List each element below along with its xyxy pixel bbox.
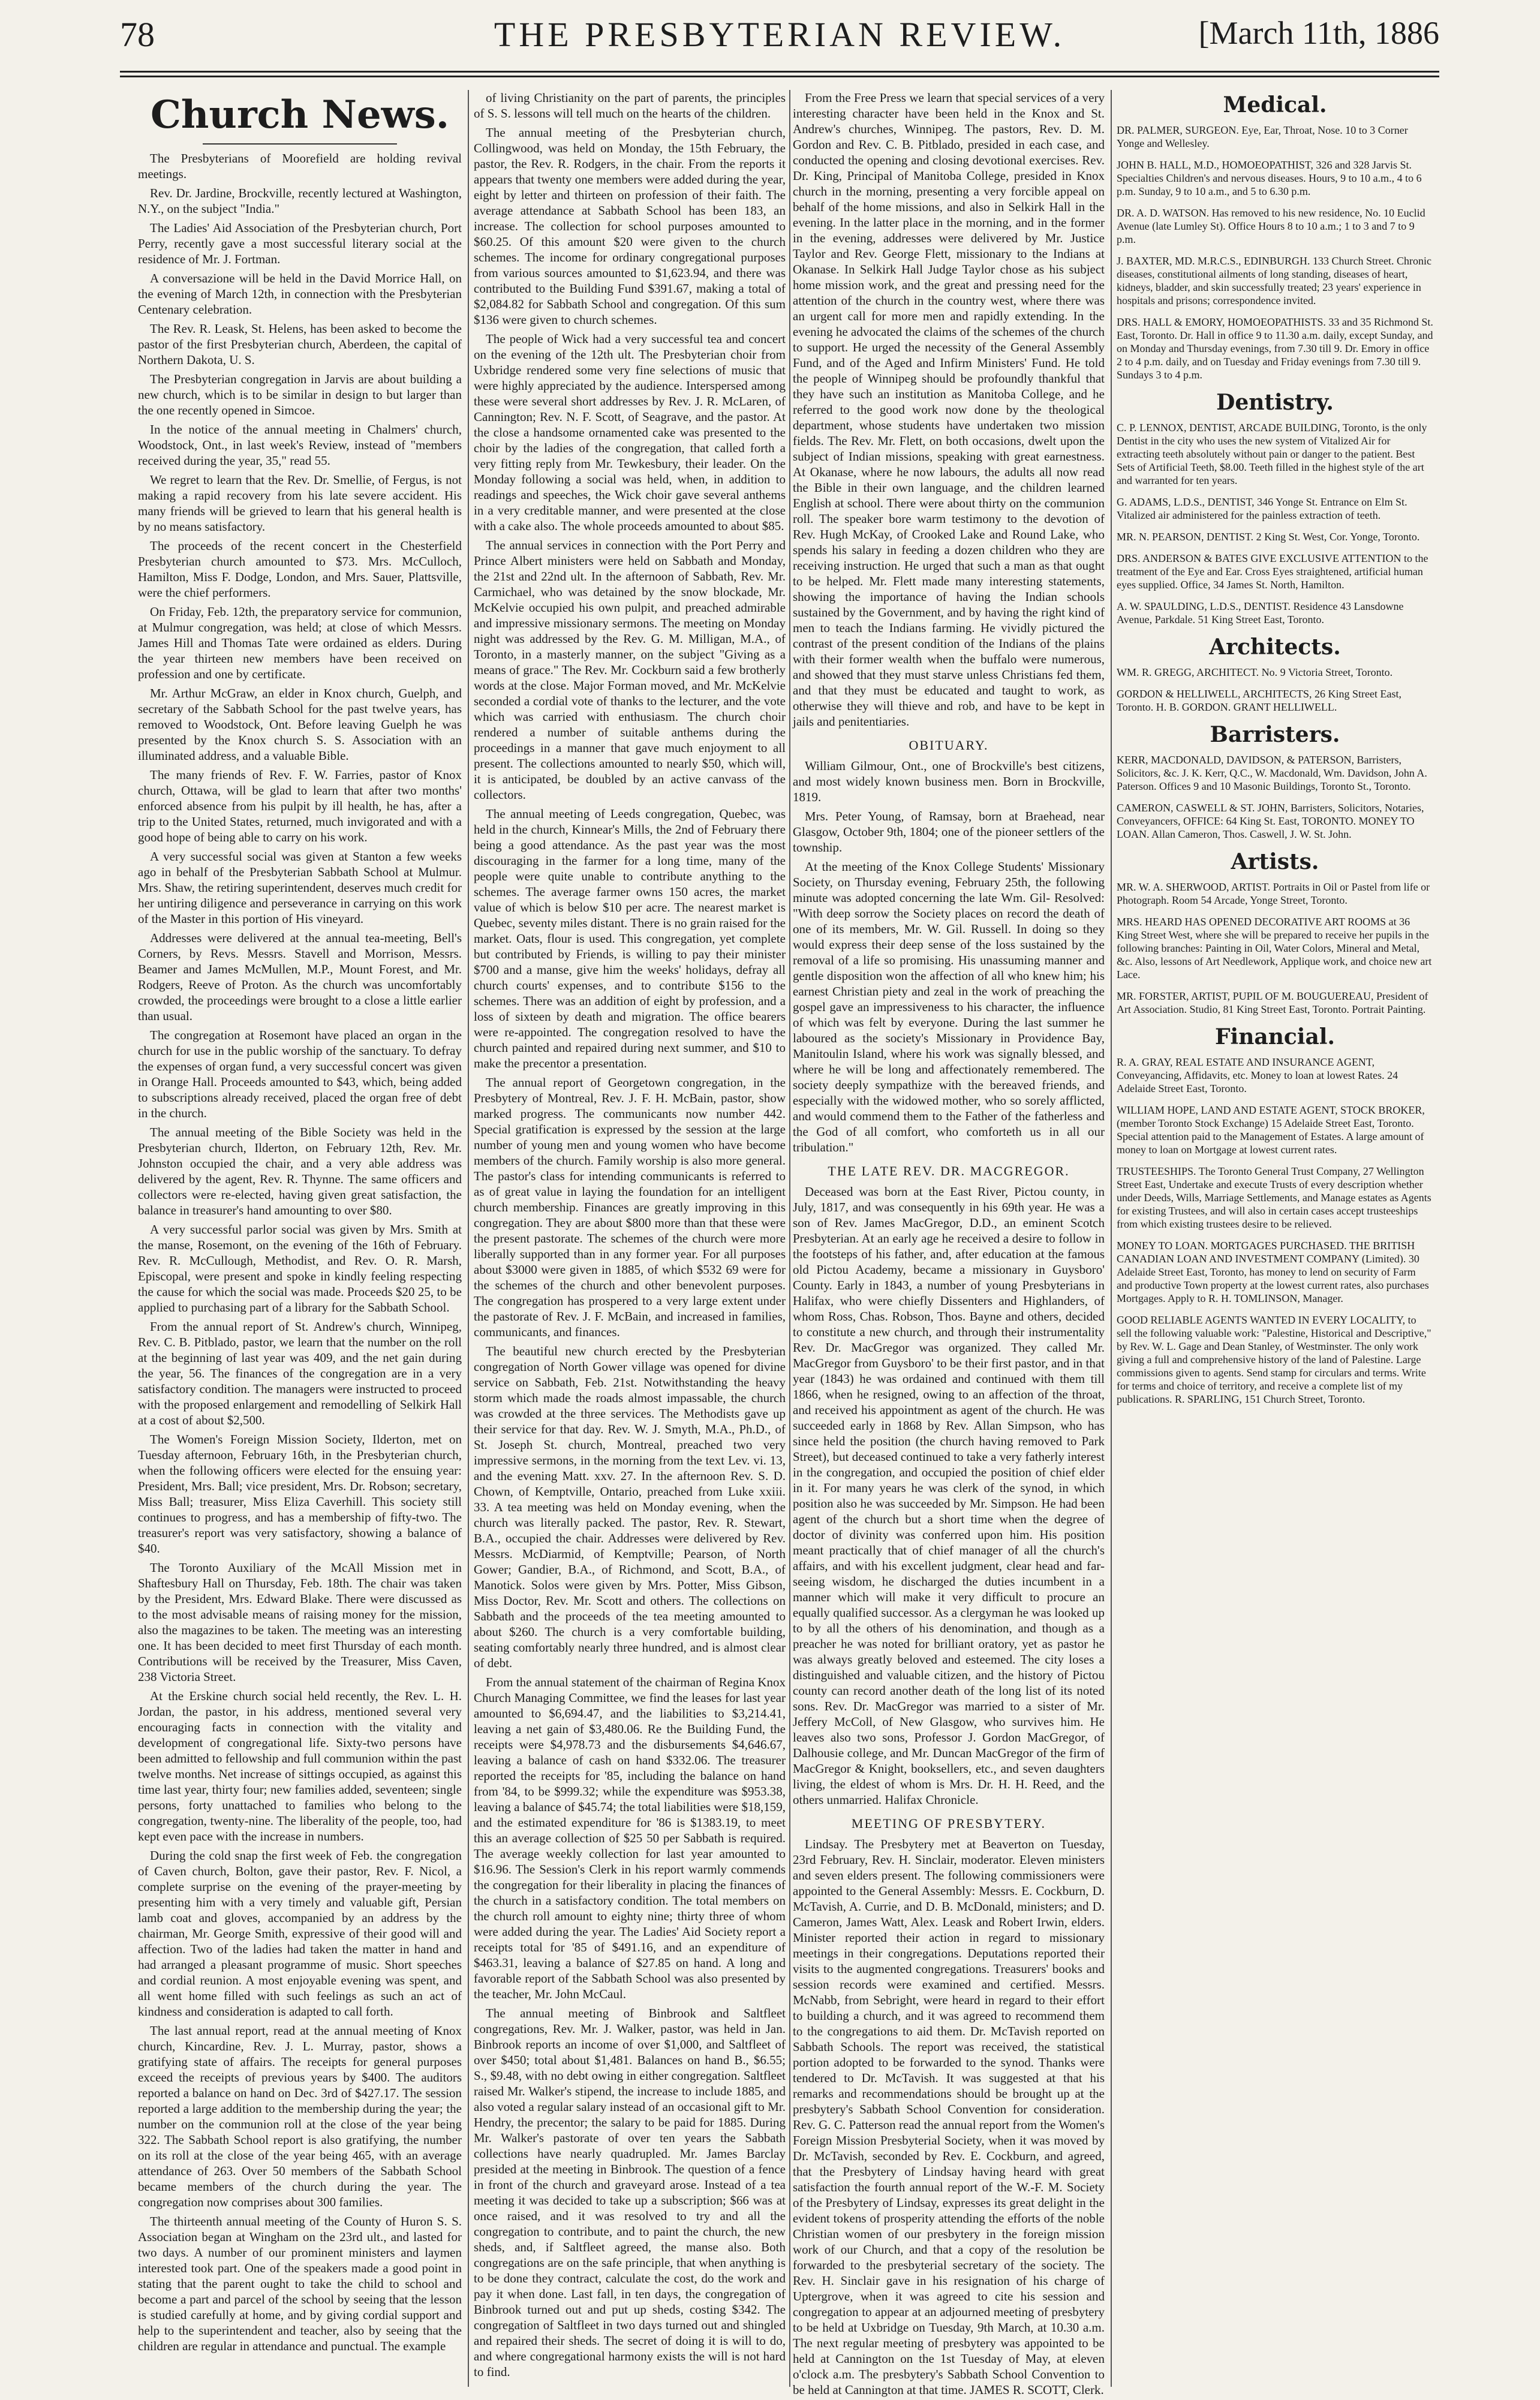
obituary-item: At the meeting of the Knox College Students' Missionary Society, on Thursday evening, February 25th, the following minute was adopted concerning the late Wm. Gil- Resolved: "With deep sorrow the Society places on record the death of one of its members, Mr. W. Gil. Russell. In doing so they would express their deep sense of the loss sustained by the removal of a life so promising. His unassuming manner and gentle disposition won the affection of all who knew him; his earnest Christian piety and zeal in the work of preaching the gospel gave an impressiveness to his character, the influence of which was felt by everyone. During the last summer he laboured as the society's Missionary in Providence Bay, Manitoulin Island, where his work was signally blessed, and where he will be long and affectionately remembered. The society deeply sympathize with the bereaved friends, and especially with the widowed mother, who so sorely afflicted, and would commend them to the Father of the fatherless and the God of all comfort, who comforteth us in all our tribulation."	[793, 859, 1105, 1154]
news-item: The Ladies' Aid Association of the Presbyterian church, Port Perry, recently gave a most successful literary social at the residence of Mr. J. Fortman.	[138, 221, 462, 266]
obituary-article: Deceased was born at the East River, Pictou county, in July, 1817, and was consequently in his 69th year. He was a son of Rev. James MacGregor, D.D., an eminent Scotch Presbyterian. At an early age he received a desire to follow in the footsteps of his father, and, after education at the famous old Pictou Academy, became a missionary in Guysboro' County. Early in 1843, a number of young Presbyterians in Halifax, who were chiefly Dissenters and Highlanders, of whom Ross, Chas. Robson, Thos. Bayne and others, decided to constitute a new church, and through their instrumentality Rev. Dr. MacGregor was organized. They called Mr. MacGregor from Guysboro' to be their first pastor, and in that year (1843) he was ordained and continued with them till 1866, when he resigned, owing to an affection of the throat, and received his appointment as agent of the church. He was succeeded early in 1868 by Rev. Allan Simpson, who has since held the position (the church having removed to Park Street), but deceased continued to take a very fatherly interest in the congregation, and occupied the position of chief elder in it. For many years he was clerk of the synod, in which position also he was succeeded by Mr. Simpson. He had been agent of the church but a short time when the degree of doctor of divinity was conferred upon him. His position meant practically that of chief manager of all the church's affairs, and with his excellent judgment, clear head and far-seeing wisdom, he discharged the duties incumbent in a manner which will make it very difficult to procure an equally qualified successor. As a clergyman he was looked up to by all the others of his denomination, and though as a preacher he was noted for brilliant oratory, yet as pastor he was always greatly beloved and esteemed. The city loses a distinguished and valuable citizen, and the history of Pictou county can record another death of the long list of its noted sons. Rev. Dr. MacGregor was married to a sister of Mr. Jeffery McColl, of New Glasgow, who survives him. He leaves also two sons, Professor J. Gordon MacGregor, of Dalhousie college, and Mr. Duncan MacGregor of the firm of MacGregor & Knight, booksellers, etc., and seven daughters living, the eldest of whom is Mrs. Dr. H. H. Reed, and the others unmarried. Halifax Chronicle.	[793, 1184, 1105, 1807]
news-item: From the annual report of St. Andrew's church, Winnipeg, Rev. C. B. Pitblado, pastor, we learn that the number on the roll at the beginning of last year was 409, and the net gain during the year, 56. The finances of the congregation are in a very satisfactory condition. The managers were instructed to proceed with the proposed enlargement and remodelling of Selkirk Hall at a cost of about $2,500.	[138, 1319, 462, 1427]
obituary-item: Mrs. Peter Young, of Ramsay, born at Braehead, near Glasgow, October 9th, 1804; one of the pioneer settlers of the township.	[793, 809, 1105, 855]
news-item: The annual meeting of Binbrook and Saltfleet congregations, Rev. Mr. J. Walker, pastor, was held in Jan. Binbrook reports an income of over $1,000, and Saltfleet of over $450; total about $1,481. Balances on hand B., $6.55; S., $9.48, with no debt owing in either congregation. Saltfleet raised Mr. Walker's stipend, the increase to include 1885, and also voted a regular salary instead of an occasional gift to Mr. Hendry, the precentor; the salary to be paid for 1885. During Mr. Walker's pastorate of over ten years the Sabbath collections have nearly quadrupled. Mr. James Barclay presided at the meeting in Binbrook. The question of a fence in front of the church and graveyard arose. Instead of a tea meeting it was decided to take up a subscription; $66 was at once raised, and it was resolved to try and all the congregation to contribute, and to paint the church, the new sheds, and, if Saltfleet agreed, the manse also. Both congregations are on the safe principle, that when anything is to be done they contract, calculate the cost, do the work and pay it when done. Last fall, in ten days, the congregation of Binbrook turned out and put up sheds, costing $342. The congregation of Saltfleet in two days turned out and shingled and repaired their sheds. The secret of doing it is will to do, and where congregational harmony exists the will is not hard to find.	[474, 2006, 786, 2379]
header-rule-top	[120, 71, 1439, 73]
column-divider	[789, 90, 790, 2387]
artists-advertisement: MR. W. A. SHERWOOD, ARTIST. Portraits in Oil or Pastel from life or Photograph. Room 54 Arcade, Yonge Street, Toronto.	[1117, 881, 1430, 906]
news-item: The proceeds of the recent concert in the Chesterfield Presbyterian church amounted to $73. Mrs. McCulloch, Hamilton, Miss F. Dodge, London, and Mrs. Sauer, Plattsville, were the chief performers.	[138, 539, 462, 600]
barristers-advertisement: KERR, MACDONALD, DAVIDSON, & PATERSON, Barristers, Solicitors, &c. J. K. Kerr, Q.C., W. Macdonald, Wm. Davidson, John A. Paterson. Offices 9 and 10 Masonic Buildings, Toronto St., Toronto.	[1117, 754, 1427, 792]
church-news-continued	[474, 90, 786, 2380]
financial-ads	[1117, 1055, 1433, 1406]
news-item: of living Christianity on the part of parents, the principles of S. S. lessons will tell much on the hearts of the children.	[474, 91, 786, 121]
column-divider	[1111, 90, 1112, 2387]
architects-advertisement: WM. R. GREGG, ARCHITECT. No. 9 Victoria Street, Toronto.	[1117, 666, 1393, 678]
financial-advertisement: WILLIAM HOPE, LAND AND ESTATE AGENT, STOCK BROKER, (member Toronto Stock Exchange) 15 Adelaide Street East, Toronto. Special attention paid to the Management of Estates. A large amount of money to loan on Mortgage at lowest current rates.	[1117, 1104, 1425, 1156]
obituary-heading: OBITUARY.	[909, 738, 989, 753]
column-2	[474, 90, 786, 2387]
news-item: The annual meeting of Leeds congregation, Quebec, was held in the church, Kinnear's Mills, the 2nd of February there being a good attendance. As the past year was the most discouraging in the farmer for a long time, many of the people were quite unable to contribute anything to the schemes. The average farmer owns 150 acres, the market value of which is below $10 per acre. The nearest market is Quebec, seventy miles distant. There is no grain raised for the market. Oats, flour is used. This congregation, yet complete but contributed by Friends, is willing to pay their minister $700 and a manse, give him the weeks' holidays, defray all church courts' expenses, and to contribute $156 to the schemes. There was an addition of eight by profession, and a loss of sixteen by death and migration. The office bearers were re-appointed. The congregation resolved to have the church painted and repaired during next summer, and $10 to make the precentor a presentation.	[474, 807, 786, 1070]
medical-advertisement: DRS. HALL & EMORY, HOMOEOPATHISTS. 33 and 35 Richmond St. East, Toronto. Dr. Hall in office 9 to 11.30 a.m. daily, except Sunday, and on Monday and Thursday evenings, from 7.30 till 9. Dr. Emory in office 2 to 4 p.m. daily, and on Tuesday and Friday evenings from 7.30 till 9. Sundays 3 to 4 p.m.	[1117, 316, 1433, 381]
news-item: The Rev. R. Leask, St. Helens, has been asked to become the pastor of the first Presbyterian church, Aberdeen, the capital of Northern Dakota, U. S.	[138, 321, 462, 367]
medical-ads	[1117, 124, 1433, 381]
column-1	[138, 90, 462, 2387]
news-item: A very successful social was given at Stanton a few weeks ago in behalf of the Presbyterian Sabbath School at Mulmur. Mrs. Shaw, the retiring superintendent, deserves much credit for her untiring diligence and perseverance in carrying on this work of the Master in this portion of His vineyard.	[138, 849, 462, 926]
news-item: The Presbyterians of Moorefield are holding revival meetings.	[138, 151, 462, 181]
news-item: The Toronto Auxiliary of the McAll Mission met in Shaftesbury Hall on Thursday, Feb. 18th. The chair was taken by the President, Mrs. Edward Blake. There were discussed as to the most advisable means of raising money for the mission, also the magazines to be taken. The meeting was an interesting one. It has been decided to meet first Thursday of each month. Contributions will be received by the Treasurer, Miss Caven, 238 Victoria Street.	[138, 1560, 462, 1684]
dentistry-advertisement: C. P. LENNOX, DENTIST, ARCADE BUILDING, Toronto, is the only Dentist in the city who uses the new system of Vitalized Air for extracting teeth absolutely without pain or danger to the patient. Best Sets of Artificial Teeth, $8.00. Teeth filled in the highest style of the art and warranted for ten years.	[1117, 422, 1427, 486]
news-item: We regret to learn that the Rev. Dr. Smellie, of Fergus, is not making a rapid recovery from his late severe accident. His many friends will be grieved to learn that his general health is by no means satisfactory.	[138, 473, 462, 534]
news-item: A very successful parlor social was given by Mrs. Smith at the manse, Rosemont, on the evening of the 16th of February. Rev. R. McCullough, Methodist, and Rev. O. R. Marsh, Episcopal, were present and spoke in kindly feeling respecting the cause for which the social was made. Proceeds $20 25, to be applied to purchasing part of a library for the Sabbath School.	[138, 1222, 462, 1315]
church-news-heading: Church News.	[150, 92, 450, 137]
barristers-ads	[1117, 753, 1433, 841]
financial-advertisement: R. A. GRAY, REAL ESTATE AND INSURANCE AGENT, Conveyancing, Affidavits, etc. Money to loan at lowest Rates. 24 Adelaide Street East, Toronto.	[1117, 1056, 1398, 1094]
artists-advertisement: MR. FORSTER, ARTIST, PUPIL OF M. BOUGUEREAU, President of Art Association. Studio, 81 King Street East, Toronto. Portrait Painting.	[1117, 990, 1428, 1015]
news-item: The annual meeting of the Bible Society was held in the Presbyterian church, Ilderton, on February 12th, Rev. Mr. Johnston occupied the chair, and a very able address was delivered by the agent, Rev. R. Thynne. The same officers and collectors were re-elected, having given great satisfaction, the balance in treasurer's hand amounting to over $80.	[138, 1125, 462, 1217]
medical-advertisement: J. BAXTER, MD. M.R.C.S., EDINBURGH. 133 Church Street. Chronic diseases, constitutional ailments of long standing, diseases of heart, kidneys, bladder, and skin successfully treated; 23 years' experience in hospitals and prisons; correspondence invited.	[1117, 255, 1431, 306]
architects-advertisement: GORDON & HELLIWELL, ARCHITECTS, 26 King Street East, Toronto. H. B. GORDON. GRANT HELLIWELL.	[1117, 688, 1401, 713]
financial-advertisement: MONEY TO LOAN. MORTGAGES PURCHASED. THE BRITISH CANADIAN LOAN AND INVESTMENT COMPANY (Limited). 30 Adelaide Street East, Toronto, has money to lend on security of Farm and productive Town property at the lowest current rates, also purchases Mortgages. Apply to R. H. TOMLINSON, Manager.	[1117, 1240, 1429, 1304]
architects-ads	[1117, 666, 1433, 714]
issue-date: [March 11th, 1886	[1198, 15, 1439, 51]
news-item: The thirteenth annual meeting of the County of Huron S. S. Association began at Wingham on the 23rd ult., and lasted for two days. A number of our prominent ministers and laymen interested took part. One of the speakers made a good point in stating that the parent ought to take the child to school and become a part and parcel of the school by seeing that the lesson is studied carefully at home, and by giving cordial support and help to the superintendent and teacher, also by seeing that the children are regular in attendance and punctual. The example	[138, 2214, 462, 2353]
header-rule-bottom	[120, 76, 1439, 77]
news-item: The beautiful new church erected by the Presbyterian congregation of North Gower village was opened for divine service on Sabbath, Feb. 21st. Notwithstanding the heavy storm which made the roads almost impassable, the church was crowded at the three services. The Methodists gave up their service for that day. Rev. W. J. Smyth, M.A., Ph.D., of St. Joseph St. church, Montreal, preached two very impressive sermons, in the morning from the text Lev. vi. 13, and the evening Matt. xxv. 27. In the afternoon Rev. S. D. Chown, of Kemptville, Ontario, preached from Luke xxiii. 33. A tea meeting was held on Monday evening, when the church was literally packed. The pastor, Rev. R. Stewart, B.A., occupied the chair. Addresses were delivered by Rev. Messrs. McDiarmid, of Kemptville; Pearson, of North Gower; Gandier, B.A., of Richmond, and Scott, B.A., of Manotick. Solos were given by Mrs. Potter, Miss Gibson, Miss Doctor, Rev. Mr. Scott and others. The collections on Sabbath and the proceeds of the tea meeting amounted to about $260. The church is a very comfortable building, seating comfortably nearly three hundred, and is almost clear of debt.	[474, 1344, 786, 1670]
publication-title: THE PRESBYTERIAN REVIEW.	[494, 15, 1066, 54]
divider	[203, 143, 397, 145]
news-item: From the Free Press we learn that special services of a very interesting character have been held in the Knox and St. Andrew's churches, Winnipeg. The pastors, Rev. D. M. Gordon and Rev. C. B. Pitblado, presided in each case, and conducted the opening and closing devotional exercises. Rev. Dr. King, Principal of Manitoba College, presided in Knox church in the morning, presenting a very forcible appeal on behalf of the home missions, and also in Selkirk Hall in the evening. In the latter place in the morning, and in the former in the evening, addresses were delivered by Mr. Justice Taylor and Rev. George Flett, missionary to the Indians at Okanase. In Selkirk Hall Judge Taylor chose as his subject home mission work, and the great and pressing need for the attention of the church in the country west, where there was an urgent call for more men and rapidly extending. In the evening he advocated the claims of the schemes of the church to support. He urged the necessity of the General Assembly Fund, and of the Aged and Infirm Ministers' Fund. He told the people of Winnipeg should be profoundly thankful that they have such an institution as Manitoba College, and he referred to the good work now done by the theological department, whose students have undertaken two mission fields. The Rev. Mr. Flett, on both occasions, dwelt upon the subject of Indian missions, speaking with great earnestness. At Okanase, where he now labours, the adults all now read the Bible in their own language, and the children learned English at school. There were about thirty on the communion roll. The speaker bore warm testimony to the devotion of Rev. Hugh McKay, of Crooked Lake and Round Lake, who spends his salary in feeding a dozen children who they are receiving instruction. He urged that such a man as that ought to be helped. Mr. Flett made many interesting statements, showing the importance of having the Indian schools sustained by the Government, and by having the right kind of men to teach the Indians farming. He vividly pictured the contrast of the present condition of the Indians of the plains with their former wealth when the buffalo were numerous, and showed that they must starve unless Christians fed them, and that they must be educated and taught to work, as otherwise they will thieve and rob, and have to be kept in jails and penitentiaries.	[793, 91, 1105, 729]
column-3	[793, 90, 1105, 2397]
news-item: The annual services in connection with the Port Perry and Prince Albert ministers were held on Sabbath and Monday, the 21st and 22nd ult. In the afternoon of Sabbath, Rev. Mr. Carmichael, who was detained by the snow blockade, Mr. McKelvie occupied his own pulpit, and preached admirable and impressive missionary sermons. The meeting on Monday night was addressed by the Rev. G. M. Milligan, M.A., of Toronto, in a masterly manner, on the subject "Giving as a means of grace." The Rev. Mr. Cockburn said a few brotherly words at the close. Major Forman moved, and Mr. McKelvie seconded a cordial vote of thanks to the lecturer, and the vote which was carried with enthusiasm. The church choir rendered a number of suitable anthems during the proceedings in a manner that gave much enjoyment to all present. The collections amounted to nearly $50, which will, it is anticipated, be doubled by an active canvass of the collectors.	[474, 538, 786, 802]
news-item: On Friday, Feb. 12th, the preparatory service for communion, at Mulmur congregation, was held; at close of which Messrs. James Hill and Thomas Tate were ordained as elders. During the year thirteen new members have been received on profession and one by certificate.	[138, 604, 462, 681]
medical-advertisement: JOHN B. HALL, M.D., HOMOEOPATHIST, 326 and 328 Jarvis St. Specialties Children's and nervous diseases. Hours, 9 to 10 a.m., 4 to 6 p.m. Sunday, 9 to 10 a.m., and 5 to 6.30 p.m.	[1117, 159, 1422, 197]
news-item: From the annual statement of the chairman of Regina Knox Church Managing Committee, we find the leases for last year amounted to $6,694.47, and the liabilities to $3,214.41, leaving a net gain of $3,480.06. Re the Building Fund, the receipts were $4,978.73 and the disbursements $4,646.67, leaving a balance of cash on hand $332.06. The treasurer reported the receipts for '85, including the balance on hand from '84, to be $999.32; while the expenditure was $953.38, leaving a balance of $45.74; the total liabilities were $18,159, and the estimated expenditure for '86 is $1383.19, to meet this an average collection of $25 50 per Sabbath is required. The average weekly collection for last year amounted to $16.96. The Session's Clerk in his report warmly commends the congregation for their liberality in placing the finances of the church in a satisfactory condition. The total members on the church roll amount to eighty nine; thirty three of whom were added during the year. The Ladies' Aid Society report a receipts total for '85 of $491.16, and an expenditure of $463.31, leaving a balance of $27.85 on hand. A long and favorable report of the Sabbath School was also presented by the teacher, Mr. John McCaul.	[474, 1675, 786, 2001]
news-item: The people of Wick had a very successful tea and concert on the evening of the 12th ult. The Presbyterian choir from Uxbridge rendered some very fine selections of music that were highly appreciated by the audience. Interspersed among these were several short addresses by Rev. J. R. McLaren, of Cannington; Rev. N. F. Scott, of Seagrave, and the pastor. At the close a handsome ornamented cake was presented to the choir by the ladies of the congregation, that called forth a very fitting reply from Mr. Tewkesbury, their leader. On the Monday following a social was held, when, in addition to readings and speeches, the Wick choir gave several anthems in a very creditable manner, and were presented at the close with a cake also. The whole proceeds amounted to about $85.	[474, 332, 786, 533]
financial-advertisement: TRUSTEESHIPS. The Toronto General Trust Company, 27 Wellington Street East, Undertake and execute Trusts of every description whether under Deeds, Wills, Marriage Settlements, and Manage estates as Agents for existing Trustees, and will also in certain cases accept trusteeships from which existing trustees desire to be relieved.	[1117, 1165, 1431, 1230]
dentistry-advertisement: MR. N. PEARSON, DENTIST. 2 King St. West, Cor. Yonge, Toronto.	[1117, 531, 1420, 543]
medical-heading: Medical.	[1223, 92, 1327, 118]
news-item: The many friends of Rev. F. W. Farries, pastor of Knox church, Ottawa, will be glad to learn that after two months' enforced absence from his pulpit by ill health, he has, after a trip to the United States, returned, much invigorated and with a good hope of being able to carry on his work.	[138, 768, 462, 844]
presbytery-report: Lindsay. The Presbytery met at Beaverton on Tuesday, 23rd February, Rev. H. Sinclair, moderator. Eleven ministers and seven elders present. The following commissioners were appointed to the General Assembly: Messrs. E. Cockburn, D. McTavish, A. Currie, and D. B. McDonald, ministers; and D. Cameron, James Watt, Alex. Leask and Robert Irwin, elders. Minister reported their action in regard to missionary meetings in their congregations. Deputations reported their visits to the augmented congregations. Treasurers' books and session records were examined and certified. Messrs. McNabb, from Sebright, were heard in regard to their effort to building a church, and it was agreed to recommend them to the congregations to aid them. Dr. McTavish reported on Sabbath Schools. The report was received, the statistical portion adopted to be forwarded to the synod. Thanks were tendered to Dr. McTavish. It was suggested at that his remarks and recommendations should be brought up at the presbytery's Sabbath School Convention for consideration. Rev. G. C. Patterson read the annual report from the Women's Foreign Mission Presbyterial Society, when it was moved by Dr. McTavish, seconded by Rev. E. Cockburn, and agreed, that the Presbytery of Lindsay having heard with great satisfaction the fourth annual report of the W.-F. M. Society of the Presbytery of Lindsay, expresses its great delight in the evident tokens of prosperity attending the efforts of the noble Christian women of our presbytery in the foreign mission work of our Church, and that a copy of the resolution be forwarded to the presbyterial secretary of the society. The Rev. H. Sinclair gave in his resignation of his charge of Uptergrove, when it was agreed to cite his session and congregation to appear at an adjourned meeting of presbytery to be held at Uxbridge on Tuesday, 9th March, at 10.30 a.m. The next regular meeting of presbytery was appointed to be held at Cannington on the 1st Tuesday of May, at eleven o'clock a.m. The presbytery's Sabbath School Convention to be held at Cannington at that time. JAMES R. SCOTT, Clerk.	[793, 1837, 1105, 2397]
artists-advertisement: MRS. HEARD HAS OPENED DECORATIVE ART ROOMS at 36 King Street West, where she will be prepared to receive her pupils in the following branches: Painting in Oil, Water Colors, Mineral and Metal, &c. Also, lessons of Art Needlework, Applique work, and choice new art Lace.	[1117, 916, 1432, 981]
news-item: The last annual report, read at the annual meeting of Knox church, Kincardine, Rev. J. L. Murray, pastor, shows a gratifying state of affairs. The receipts for general purposes exceed the receipts of previous years by $400. The auditors reported a balance on hand on Dec. 3rd of $427.17. The session reported a large addition to the membership during the year; the number on the communion roll at the close of the year being 322. The Sabbath School report is also gratifying, the number on its roll at the close of the year being 465, with an average attendance of 263. Over 50 members of the Sabbath School became members of the church during the year. The congregation now comprises about 300 families.	[138, 2023, 462, 2209]
dentistry-advertisement: A. W. SPAULDING, L.D.S., DENTIST. Residence 43 Lansdowne Avenue, Parkdale. 51 King Street East, Toronto.	[1117, 600, 1404, 625]
page-number: 78	[120, 15, 155, 54]
news-item: The congregation at Rosemont have placed an organ in the church for use in the public worship of the sanctuary. To defray the expenses of organ fund, a very successful concert was given in Orange Hall. Proceeds amounted to $43, which, being added to subscriptions already received, placed the organ free of debt in the church.	[138, 1028, 462, 1120]
dentistry-advertisement: G. ADAMS, L.D.S., DENTIST, 346 Yonge St. Entrance on Elm St. Vitalized air administered for the painless extraction of teeth.	[1117, 496, 1407, 521]
news-item: The annual meeting of the Presbyterian church, Collingwood, was held on Monday, the 15th February, the pastor, the Rev. R. Rodgers, in the chair. From the reports it appears that twenty one members were added during the year, eight by letter and thirteen on profession of their faith. The average attendance at Sabbath School has been 183, an increase. The collection for school purposes amounted to $60.25. Of this amount $20 were given to the church schemes. The income for ordinary congregational purposes from various sources amounted to $1,623.94, and there was contributed to the Building Fund $391.67, making a total of $2,084.82 for Sabbath School and congregation. Of this sum $136 were given to church schemes.	[474, 125, 786, 327]
news-item: In the notice of the annual meeting in Chalmers' church, Woodstock, Ont., in last week's Review, instead of "members received during the year, 35," read 55.	[138, 422, 462, 468]
meeting-article	[793, 1836, 1105, 2398]
dentistry-heading: Dentistry.	[1216, 390, 1334, 415]
artists-heading: Artists.	[1231, 849, 1319, 874]
medical-advertisement: DR. A. D. WATSON. Has removed to his new residence, No. 10 Euclid Avenue (late Lumley St). Office Hours 8 to 10 a.m.; 1 to 3 and 7 to 9 p.m.	[1117, 207, 1425, 245]
late-rev-article	[793, 1184, 1105, 1807]
obituary-articles	[793, 758, 1105, 1155]
column-divider	[468, 90, 469, 2387]
late-rev-heading: THE LATE REV. DR. MACGREGOR.	[828, 1163, 1070, 1178]
column-4	[1117, 90, 1433, 2387]
barristers-heading: Barristers.	[1210, 722, 1340, 747]
news-item: The annual report of Georgetown congregation, in the Presbytery of Montreal, Rev. J. F. H. McBain, pastor, show marked progress. The communicants now number 442. Special gratification is expressed by the session at the large number of young men and young women who have become members of the church. Family worship is also more general. The pastor's class for intending communicants is referred to as of great value in laying the foundation for an intelligent church membership. Finances are greatly improving in this congregation. They are about $800 more than that these were the present pastorate. The schemes of the church were more liberally supported than in any former year. For all purposes about $3000 were given in 1885, of which $532 69 were for the schemes of the church and other benevolent purposes. The congregation has prospered to a very large extent under the pastorate of Rev. J. F. McBain, and increased in families, communicants, and finances.	[474, 1075, 786, 1339]
news-item: The Women's Foreign Mission Society, Ilderton, met on Tuesday afternoon, February 16th, in the Presbyterian church, when the following officers were elected for the ensuing year: President, Mrs. Ball; vice president, Mrs. Dr. Robson; secretary, Miss Ball; treasurer, Miss Eliza Caverhill. This society still continues to progress, and has a membership of fifty-two. The treasurer's report was very satisfactory, showing a balance of $40.	[138, 1432, 462, 1556]
news-item: Mr. Arthur McGraw, an elder in Knox church, Guelph, and secretary of the Sabbath School for the past twelve years, has removed to Woodstock, Ont. Before leaving Guelph he was presented by the Knox church S. S. Association with an illuminated address, and a valuable Bible.	[138, 686, 462, 763]
news-item: Rev. Dr. Jardine, Brockville, recently lectured at Washington, N.Y., on the subject "India."	[138, 186, 462, 216]
news-item: Addresses were delivered at the annual tea-meeting, Bell's Corners, by Revs. Messrs. Stavell and Morrison, Messrs. Beamer and James McMullen, M.P., Mount Forest, and Mr. Rodgers, Reeve of Proton. As the church was uncomfortably crowded, the proceedings were brought to a close a little earlier than usual.	[138, 931, 462, 1023]
medical-advertisement: DR. PALMER, SURGEON. Eye, Ear, Throat, Nose. 10 to 3 Corner Yonge and Wellesley.	[1117, 124, 1408, 149]
artists-ads	[1117, 880, 1433, 1016]
financial-advertisement: GOOD RELIABLE AGENTS WANTED IN EVERY LOCALITY, to sell the following valuable work: "Palestine, Historical and Descriptive," by Rev. W. L. Gage and Dean Stanley, of Westminster. The only work giving a full and comprehensive history of the land of Palestine. Large commissions given to agents. Send stamp for circulars and terms. Write for terms and choice of territory, and receive a complete list of my publications. R. SPARLING, 151 Church Street, Toronto.	[1117, 1314, 1431, 1405]
dentistry-ads	[1117, 421, 1433, 626]
church-news-articles	[138, 151, 462, 2354]
news-item: At the Erskine church social held recently, the Rev. L. H. Jordan, the pastor, in his address, mentioned several very encouraging facts in connection with the vitality and development of congregational life. Sixty-two persons have been admitted to fellowship and full communion within the past twelve months. Net increase of sittings occupied, as against this time last year, thirty four; new families added, seventeen; single persons, forty unattached to families who belong to the congregation, twenty-nine. The liberality of the people, too, had kept even pace with the increase in numbers.	[138, 1689, 462, 1843]
news-item: During the cold snap the first week of Feb. the congregation of Caven church, Bolton, gave their pastor, Rev. F. Nicol, a complete surprise on the evening of the prayer-meeting by presenting him with a very timely and valuable gift, Persian lamb coat and gloves, accompanied by an address by the chairman, Mr. George Smith, expressive of their good will and affection. Two of the ladies had taken the matter in hand and had arranged a pleasant programme of music. Short speeches and cordial reunion. A most enjoyable evening was spent, and all went home filled with such feelings as such an act of kindness and consideration is adapted to call forth.	[138, 1848, 462, 2019]
mission-report	[793, 90, 1105, 729]
barristers-advertisement: CAMERON, CASWELL & ST. JOHN, Barristers, Solicitors, Notaries, Conveyancers, OFFICE: 64 King St. East, TORONTO. MONEY TO LOAN. Allan Cameron, Thos. Caswell, J. W. St. John.	[1117, 802, 1424, 840]
news-item: The Presbyterian congregation in Jarvis are about building a new church, which is to be similar in design to but larger than the one recently opened in Simcoe.	[138, 372, 462, 417]
meeting-heading: MEETING OF PRESBYTERY.	[851, 1816, 1046, 1831]
obituary-item: William Gilmour, Ont., one of Brockville's best citizens, and most widely known business men. Born in Brockville, 1819.	[793, 759, 1105, 804]
news-item: A conversazione will be held in the David Morrice Hall, on the evening of March 12th, in connection with the Presbyterian Centenary celebration.	[138, 271, 462, 317]
dentistry-advertisement: DRS. ANDERSON & BATES GIVE EXCLUSIVE ATTENTION to the treatment of the Eye and Ear. Cross Eyes straightened, artificial human eyes supplied. Office, 34 James St. North, Hamilton.	[1117, 552, 1428, 591]
architects-heading: Architects.	[1209, 634, 1341, 660]
financial-heading: Financial.	[1214, 1024, 1336, 1049]
